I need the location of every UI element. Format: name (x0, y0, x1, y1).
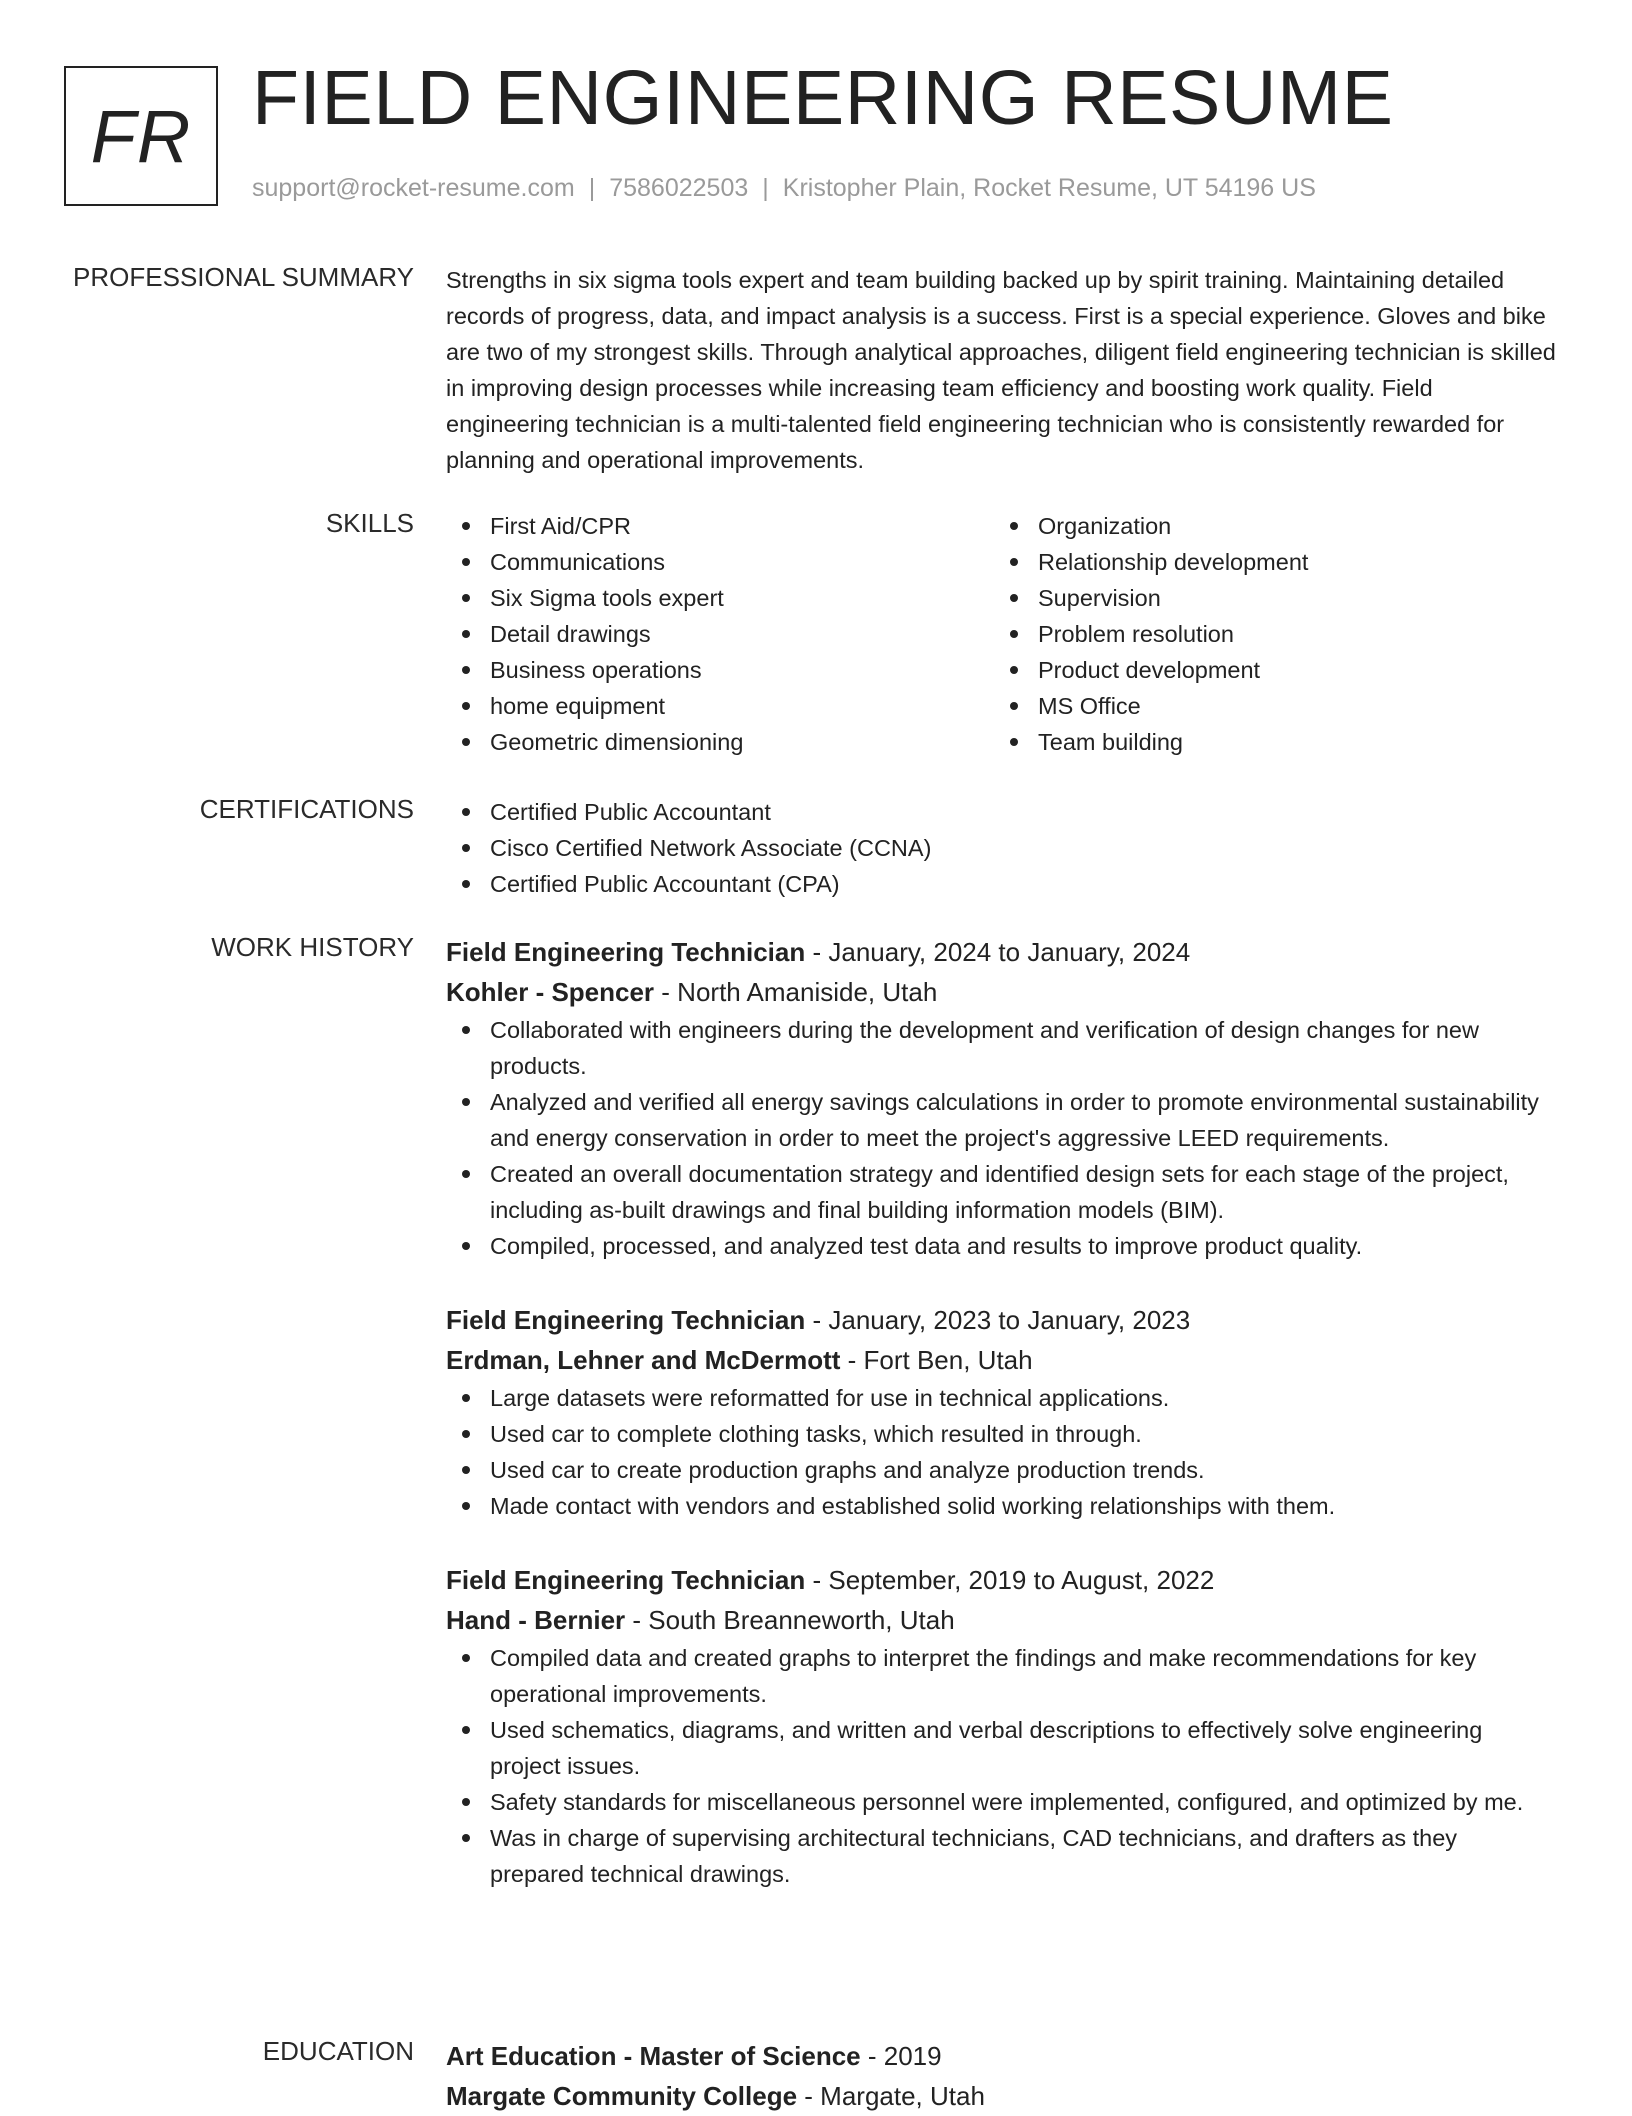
certification-item: Cisco Certified Network Associate (CCNA) (446, 830, 1556, 866)
job-bullet: Large datasets were reformatted for use in technical applications. (446, 1380, 1556, 1416)
job-bullet: Used car to complete clothing tasks, which resulted in through. (446, 1416, 1556, 1452)
job-entry (446, 1300, 1556, 1524)
skills-list-right (994, 508, 1542, 760)
skill-item: MS Office (994, 688, 1542, 724)
job-bullet: Analyzed and verified all energy savings calculations in order to promote environmental sustainability and energy conservation in order to meet the project's aggressive LEED requirements. (446, 1084, 1556, 1156)
skill-item: Supervision (994, 580, 1542, 616)
job-bullet: Safety standards for miscellaneous personnel were implemented, configured, and optimized by me. (446, 1784, 1556, 1820)
job-location: - Fort Ben, Utah (840, 1345, 1033, 1375)
education-year: - 2019 (860, 2041, 942, 2071)
job-bullet: Used schematics, diagrams, and written and verbal descriptions to effectively solve engineering project issues. (446, 1712, 1556, 1784)
skill-item: Detail drawings (446, 616, 994, 652)
job-bullet: Collaborated with engineers during the development and verification of design changes for new products. (446, 1012, 1556, 1084)
skill-item: Business operations (446, 652, 994, 688)
certification-item: Certified Public Accountant (CPA) (446, 866, 1556, 902)
skill-item: Relationship development (994, 544, 1542, 580)
job-dates: - September, 2019 to August, 2022 (805, 1565, 1215, 1595)
skills-list-left (446, 508, 994, 760)
summary-text: Strengths in six sigma tools expert and team building backed up by spirit training. Maintaining detailed records of progress, data, and impact analysis is a success. First is a special experience. Gloves and bike are two of my strongest skills. Through analytical approaches, diligent field engineering technician is skilled in improving design processes while increasing team efficiency and boosting work quality. Field engineering technician is a multi-talented field engineering technician who is consistently rewarded for planning and operational improvements. (446, 267, 1556, 473)
skill-item: Communications (446, 544, 994, 580)
job-company: Erdman, Lehner and McDermott (446, 1345, 841, 1375)
summary-body (446, 262, 1556, 478)
job-title: Field Engineering Technician (446, 937, 806, 967)
job-company: Kohler - Spencer (446, 977, 655, 1007)
skill-item: Geometric dimensioning (446, 724, 994, 760)
certifications-list (446, 794, 1556, 902)
skill-item: Six Sigma tools expert (446, 580, 994, 616)
education-school-line (446, 2076, 1556, 2116)
skill-item: Product development (994, 652, 1542, 688)
job-entry (446, 1560, 1556, 1892)
job-bullet-list (446, 1380, 1556, 1524)
job-company-line (446, 1600, 1556, 1640)
contact-line (252, 174, 1316, 203)
resume-title: FIELD ENGINEERING RESUME (252, 55, 1394, 141)
certification-item: Certified Public Accountant (446, 794, 1556, 830)
section-label-skills: SKILLS (325, 508, 414, 538)
skill-item: Team building (994, 724, 1542, 760)
skills-grid (446, 508, 1556, 760)
job-title: Field Engineering Technician (446, 1565, 806, 1595)
section-label-work-history: WORK HISTORY (211, 932, 414, 962)
section-label-education: EDUCATION (262, 2036, 414, 2066)
job-bullet-list (446, 1012, 1556, 1264)
job-location: - North Amaniside, Utah (654, 977, 938, 1007)
job-location: - South Breanneworth, Utah (625, 1605, 955, 1635)
education-school: Margate Community College (446, 2081, 798, 2111)
education-degree-line (446, 2036, 1556, 2076)
skill-item: home equipment (446, 688, 994, 724)
job-company-line (446, 972, 1556, 1012)
job-title-line (446, 1300, 1556, 1340)
section-label-summary: PROFESSIONAL SUMMARY (73, 262, 414, 292)
job-title: Field Engineering Technician (446, 1305, 806, 1335)
certifications-body (446, 794, 1556, 902)
contact-separator: | (762, 174, 769, 202)
job-bullet: Was in charge of supervising architectural technicians, CAD technicians, and drafters as they prepared technical drawings. (446, 1820, 1556, 1892)
job-title-line (446, 1560, 1556, 1600)
skills-body (446, 508, 1556, 760)
monogram-initials: FR (90, 94, 192, 178)
contact-separator: | (588, 174, 596, 202)
education-degree: Art Education - Master of Science (446, 2041, 861, 2071)
skill-item: Organization (994, 508, 1542, 544)
work-history-body (446, 932, 1556, 1892)
job-company: Hand - Bernier (446, 1605, 626, 1635)
education-body (446, 2036, 1556, 2116)
job-entry (446, 932, 1556, 1264)
section-label-certifications: CERTIFICATIONS (199, 794, 414, 824)
job-bullet-list (446, 1640, 1556, 1892)
job-dates: - January, 2024 to January, 2024 (805, 937, 1191, 967)
job-bullet: Compiled data and created graphs to interpret the findings and make recommendations for key operational improvements. (446, 1640, 1556, 1712)
skill-item: Problem resolution (994, 616, 1542, 652)
contact-address: Kristopher Plain, Rocket Resume, UT 54196 US (782, 174, 1316, 202)
job-bullet: Compiled, processed, and analyzed test data and results to improve product quality. (446, 1228, 1556, 1264)
contact-email[interactable]: support@rocket-resume.com (252, 174, 575, 202)
job-bullet: Used car to create production graphs and analyze production trends. (446, 1452, 1556, 1488)
job-bullet: Created an overall documentation strategy and identified design sets for each stage of the project, including as-built drawings and final building information models (BIM). (446, 1156, 1556, 1228)
skill-item: First Aid/CPR (446, 508, 994, 544)
education-location: - Margate, Utah (797, 2081, 985, 2111)
job-title-line (446, 932, 1556, 972)
job-company-line (446, 1340, 1556, 1380)
job-bullet: Made contact with vendors and established solid working relationships with them. (446, 1488, 1556, 1524)
contact-phone[interactable]: 7586022503 (609, 174, 749, 202)
monogram-box (64, 66, 218, 206)
job-dates: - January, 2023 to January, 2023 (805, 1305, 1191, 1335)
